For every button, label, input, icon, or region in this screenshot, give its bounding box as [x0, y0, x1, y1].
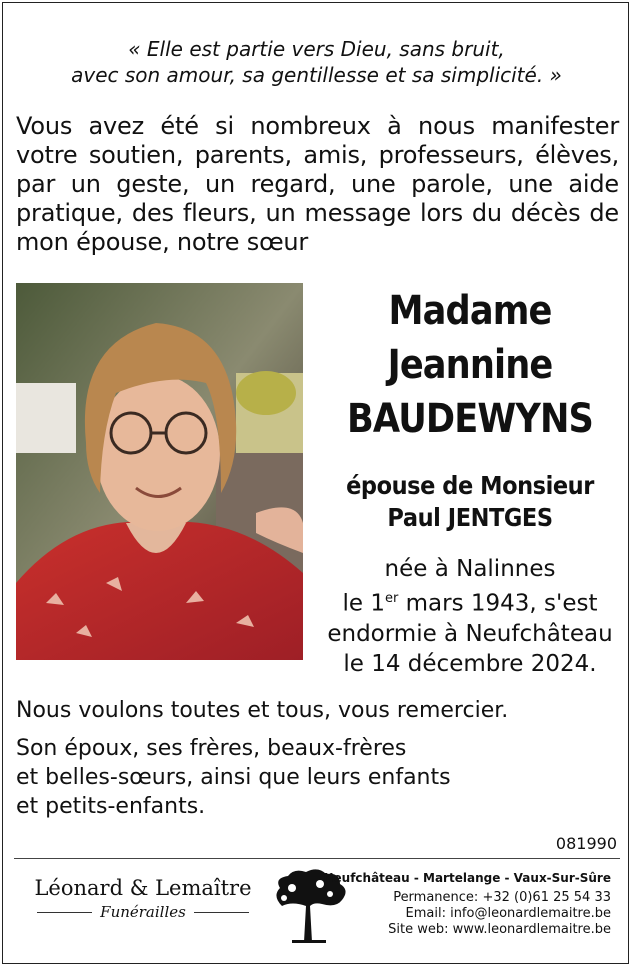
quote-line-2: avec son amour, sa gentillesse et sa simplicité. » — [71, 63, 562, 87]
family-line-1: Son époux, ses frères, beaux-frères — [16, 736, 407, 761]
death-place: endormie à Neufchâteau — [327, 620, 613, 647]
divider-right — [194, 912, 249, 913]
thanks-text: Nous voulons toutes et tous, vous remercier. — [16, 698, 509, 723]
family-signature — [16, 734, 619, 821]
birth-death-info — [315, 554, 625, 679]
epigraph-quote — [0, 36, 633, 88]
family-line-3: et petits-enfants. — [16, 794, 206, 819]
reference-number: 081990 — [555, 834, 617, 853]
deceased-first-name: Jeannine — [387, 342, 553, 388]
funeral-home-name: Léonard & Lemaître — [34, 876, 252, 900]
funeral-home-contact — [323, 870, 611, 938]
deceased-last-name: BAUDEWYNS — [346, 396, 594, 442]
portrait-photo — [16, 283, 303, 660]
spouse-line-2: Paul JENTGES — [387, 503, 553, 532]
email-line[interactable]: Email: info@leonardlemaitre.be — [405, 906, 611, 921]
spouse-line-1: épouse de Monsieur — [346, 471, 594, 500]
website-line[interactable]: Site web: www.leonardlemaitre.be — [388, 922, 611, 937]
intro-paragraph: Vous avez été si nombreux à nous manifester votre soutien, parents, amis, professeurs, élèves, par un geste, un regard, une parole, une aide pratique, des fleurs, un message lors du décès de mon épouse, notre sœur — [16, 112, 619, 256]
spouse-info — [331, 470, 610, 534]
birth-place: née à Nalinnes — [384, 556, 556, 582]
divider-left — [37, 912, 92, 913]
footer-divider — [14, 858, 620, 859]
deceased-block — [315, 284, 625, 679]
death-date: le 14 décembre 2024. — [343, 650, 597, 677]
funeral-home-subtitle-row — [28, 901, 258, 923]
birth-ordinal: er — [384, 591, 399, 606]
family-line-2: et belles-sœurs, ainsi que leurs enfants — [16, 765, 451, 790]
birth-day: le 1 — [342, 590, 385, 617]
quote-line-1: « Elle est partie vers Dieu, sans bruit, — [128, 37, 505, 61]
branch-towns: Neufchâteau - Martelange - Vaux-Sur-Sûre — [323, 871, 611, 885]
funeral-home-subtitle: Funérailles — [100, 903, 186, 921]
funeral-home-logo — [28, 875, 258, 923]
phone-line: Permanence: +32 (0)61 25 54 33 — [393, 890, 611, 905]
deceased-title: Madame — [388, 288, 552, 334]
birth-date — [315, 584, 625, 619]
birth-date-rest: mars 1943, s'est — [398, 590, 598, 617]
